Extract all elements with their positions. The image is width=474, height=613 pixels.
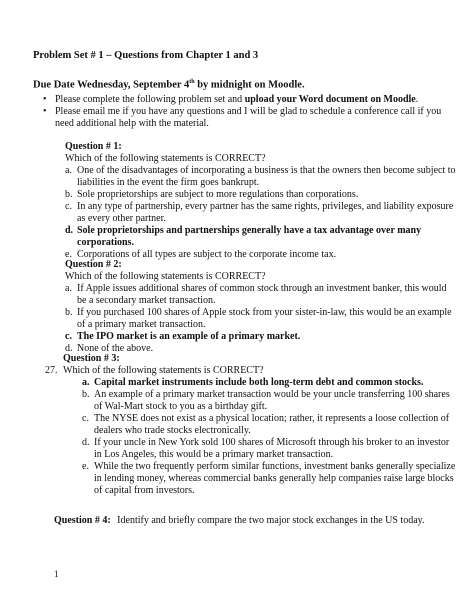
option-text: If Apple issues additional shares of common stock through an investment banker, this would be a secondary market transaction. xyxy=(77,283,447,306)
option-letter: a. xyxy=(65,165,72,176)
answer-option xyxy=(82,389,457,413)
question-prompt-line xyxy=(45,365,457,377)
due-date-suffix: th xyxy=(189,79,195,85)
option-letter: b. xyxy=(65,189,73,200)
answer-option xyxy=(65,189,457,201)
instruction-emphasis: upload your Word document on Moodle xyxy=(244,94,416,105)
option-letter: a. xyxy=(65,283,72,294)
answer-option-correct xyxy=(65,225,457,249)
question-4 xyxy=(54,515,425,526)
answer-option xyxy=(65,165,457,189)
option-letter: a. xyxy=(82,377,90,388)
question-prompt: Which of the following statements is CORRECT? xyxy=(65,271,266,282)
question-prompt: Which of the following statements is CORRECT? xyxy=(63,365,264,376)
question-number: 27. xyxy=(45,365,58,376)
question-title: Question # 2: xyxy=(65,259,122,270)
answer-option xyxy=(82,413,457,437)
question-title: Question # 4: xyxy=(54,515,111,526)
due-date-tail: by midnight on Moodle. xyxy=(194,79,305,91)
bullet-icon: • xyxy=(43,94,47,105)
answer-option-correct xyxy=(82,377,457,389)
answer-options xyxy=(82,377,457,497)
answer-option xyxy=(82,461,457,497)
option-letter: b. xyxy=(65,307,73,318)
question-1 xyxy=(65,141,457,261)
answer-option xyxy=(65,201,457,225)
option-letter: c. xyxy=(65,201,72,212)
option-letter: b. xyxy=(82,389,90,400)
option-text: An example of a primary market transaction would be your uncle transferring 100 shares of Wal-Mart stock to you as a birthday gift. xyxy=(94,389,450,412)
answer-option-correct xyxy=(65,331,457,343)
due-date xyxy=(33,79,305,91)
option-text: Sole proprietorships and partnerships generally have a tax advantage over many corporations. xyxy=(77,225,422,248)
instruction-text: Please complete the following problem set and xyxy=(55,94,245,105)
option-text: Corporations of all types are subject to the corporate income tax. xyxy=(77,249,337,260)
option-letter: d. xyxy=(65,225,74,236)
instructions-list xyxy=(43,94,453,130)
option-text: The NYSE does not exist as a physical location; rather, it represents a loose collection of dealers who trade stocks electronically. xyxy=(94,413,450,436)
question-text: Identify and briefly compare the two major stock exchanges in the US today. xyxy=(117,515,425,526)
option-letter: e. xyxy=(82,461,89,472)
answer-option xyxy=(65,283,457,307)
option-letter: c. xyxy=(65,331,72,342)
page-title: Problem Set # 1 – Questions from Chapter 1 and 3 xyxy=(33,50,259,61)
instruction-text-end: . xyxy=(415,94,419,105)
answer-option xyxy=(82,437,457,461)
page-number: 1 xyxy=(54,569,59,579)
question-title: Question # 1: xyxy=(65,141,122,152)
option-letter: e. xyxy=(65,249,72,260)
option-text: In any type of partnership, every partner has the same rights, privileges, and liability exposure as every other partner. xyxy=(77,201,454,224)
option-text: While the two frequently perform similar functions, investment banks generally specialize in lending money, whereas commercial banks generally help companies raise large blocks of capital from investors. xyxy=(94,461,456,496)
option-text: One of the disadvantages of incorporating a business is that the owners then become subject to liabilities in the event the firm goes bankrupt. xyxy=(77,165,456,188)
option-letter: d. xyxy=(65,343,73,354)
option-letter: c. xyxy=(82,413,89,424)
question-prompt: Which of the following statements is CORRECT? xyxy=(65,153,266,164)
question-3 xyxy=(45,353,457,497)
option-text: The IPO market is an example of a primary market. xyxy=(77,331,301,342)
instruction-item xyxy=(43,94,453,106)
instruction-text: Please email me if you have any questions and I will be glad to schedule a conference call if you need additional help with the material. xyxy=(55,106,442,129)
option-letter: d. xyxy=(82,437,90,448)
bullet-icon: • xyxy=(43,106,47,117)
due-date-text: Due Date Wednesday, September 4 xyxy=(33,79,190,91)
option-text: None of the above. xyxy=(77,343,154,354)
option-text: If you purchased 100 shares of Apple stock from your sister-in-law, this would be an example of a primary market transaction. xyxy=(77,307,452,330)
option-text: If your uncle in New York sold 100 shares of Microsoft through his broker to an investor in Los Angeles, this would be a primary market transaction. xyxy=(94,437,450,460)
question-2 xyxy=(65,259,457,355)
instruction-item xyxy=(43,106,453,130)
answer-option xyxy=(65,307,457,331)
option-text: Capital market instruments include both long-term debt and common stocks. xyxy=(94,377,424,388)
option-text: Sole proprietorships are subject to more regulations than corporations. xyxy=(77,189,359,200)
question-title: Question # 3: xyxy=(63,353,120,364)
